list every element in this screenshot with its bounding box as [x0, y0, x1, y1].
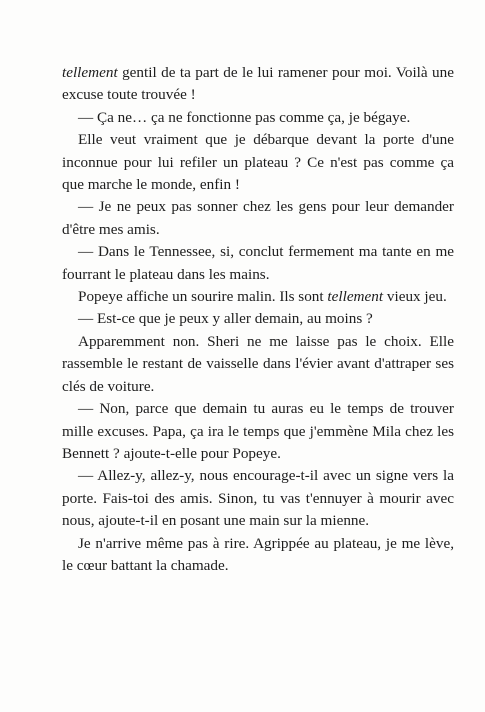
paragraph-2: — Ça ne… ça ne fonctionne pas comme ça, je bégaye.: [78, 108, 411, 126]
paragraph-7: — Est-ce que je peux y aller demain, au moins ?: [78, 310, 373, 328]
italic-emphasis: tellement: [62, 64, 118, 81]
paragraph-6: Popeye affiche un sourire malin. Ils sont tellement vieux jeu.: [78, 288, 447, 306]
paragraph-3: Elle veut vraiment que je débarque devant la porte d'une inconnue pour lui refiler un plateau ? Ce n'est pas comme ça que marche le monde, enfin !: [62, 131, 454, 194]
paragraph-10: — Allez-y, allez-y, nous encourage-t-il avec un signe vers la porte. Fais-toi des amis. Sinon, tu vas t'ennuyer à mourir avec nous, ajoute-t-il en posant une main sur la mienne.: [62, 467, 454, 530]
paragraph-4: — Je ne peux pas sonner chez les gens pour leur demander d'être mes amis.: [62, 198, 454, 238]
paragraph-9: — Non, parce que demain tu auras eu le temps de trouver mille excuses. Papa, ça ira le temps que j'emmène Mila chez les Bennett ? ajoute-t-elle pour Popeye.: [62, 400, 454, 462]
paragraph-5: — Dans le Tennessee, si, conclut fermement ma tante en me fourrant le plateau dans les mains.: [62, 243, 454, 283]
italic-emphasis: tellement: [327, 288, 384, 306]
paragraph-8: Apparemment non. Sheri ne me laisse pas le choix. Elle rassemble le restant de vaisselle dans l'évier avant d'attraper ses clés de voiture.: [62, 332, 454, 395]
paragraph-11: Je n'arrive même pas à rire. Agrippée au plateau, je me lève, le cœur battant la chamade.: [62, 534, 454, 574]
paragraph-1: tellement gentil de ta part de le lui ramener pour moi. Voilà une excuse toute trouvée !: [62, 64, 454, 104]
body-text: [62, 62, 454, 577]
